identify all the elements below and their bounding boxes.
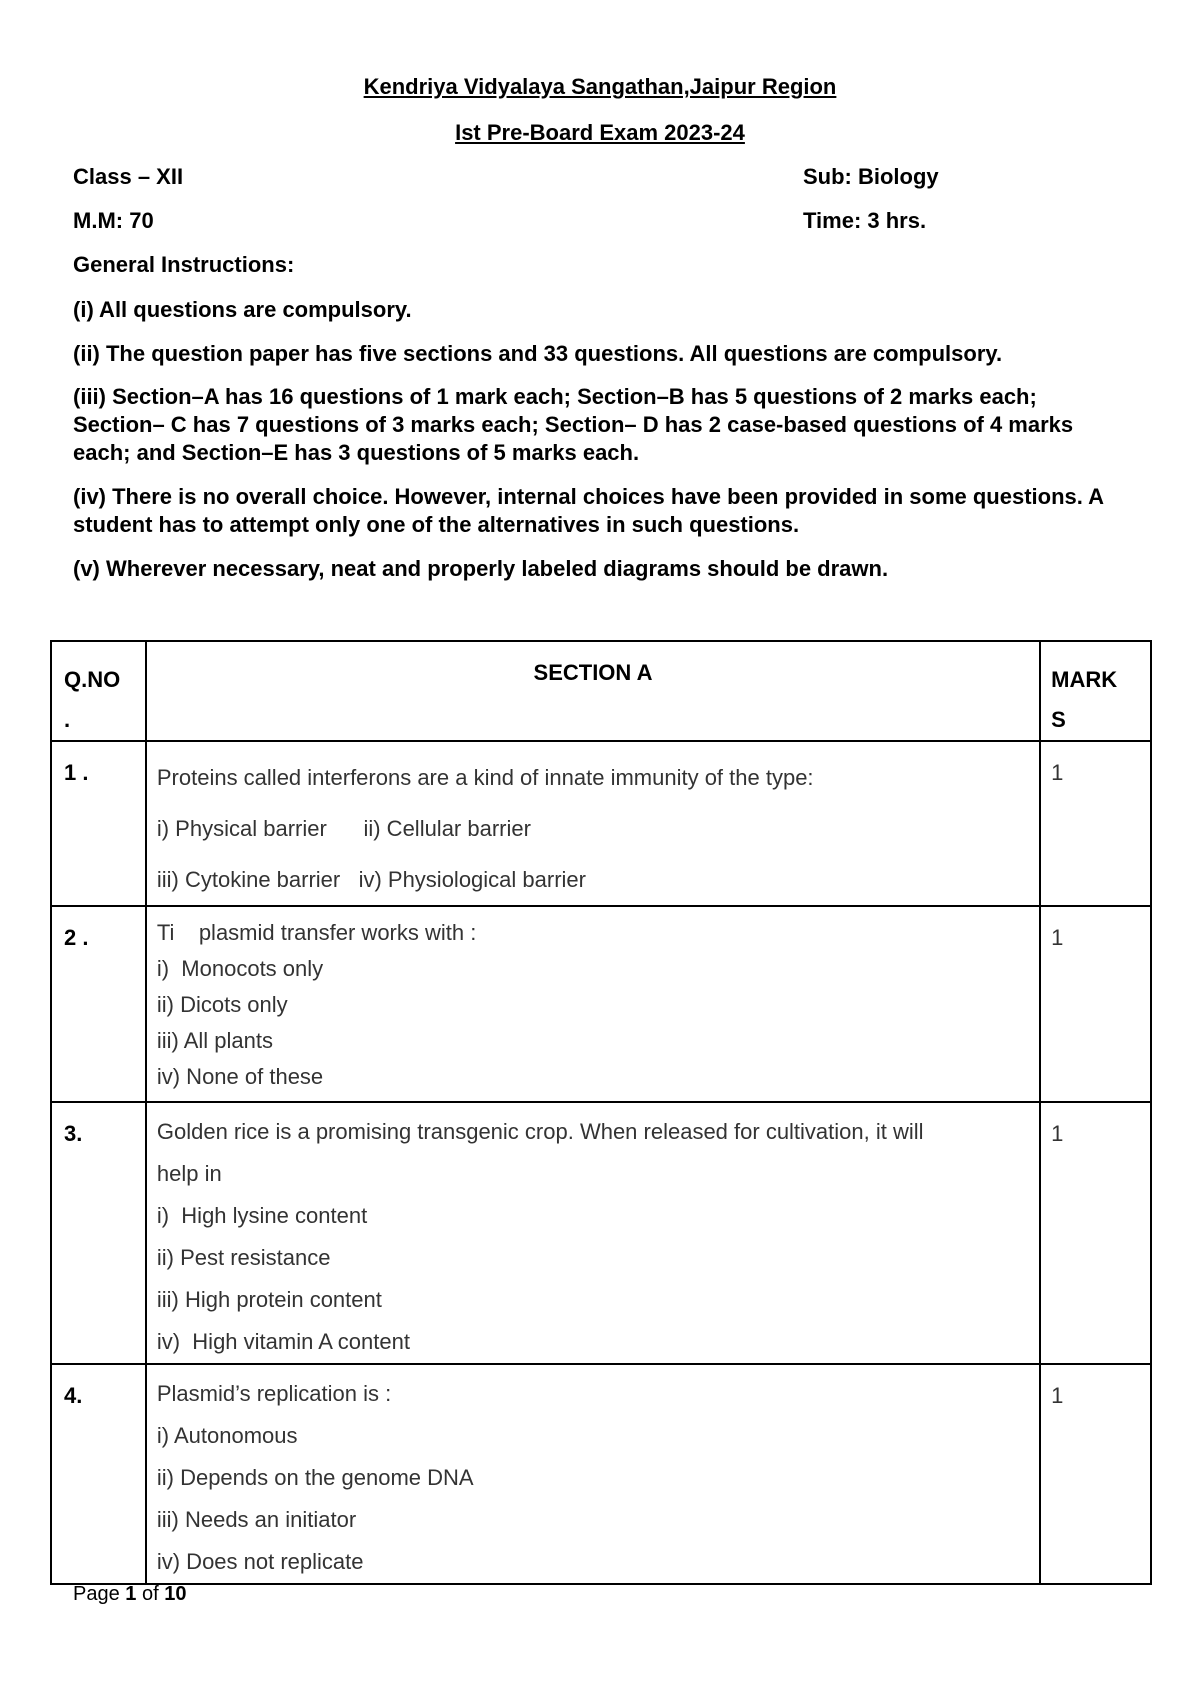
subject-label: Sub: Biology xyxy=(803,164,939,189)
question-line: iii) All plants xyxy=(156,1028,274,1053)
question-line: help in xyxy=(156,1161,222,1186)
page-total: 10 xyxy=(164,1583,187,1605)
question-line: ii) Dicots only xyxy=(156,992,288,1017)
question-text xyxy=(146,1102,1040,1364)
table-row xyxy=(51,906,1151,1102)
question-number: 2 . xyxy=(51,906,146,1102)
question-line: iv) None of these xyxy=(156,1064,324,1089)
max-marks: M.M: 70 xyxy=(73,208,154,233)
section-header: SECTION A xyxy=(146,641,1040,741)
instruction-item: (i) All questions are compulsory. xyxy=(73,297,412,322)
question-number: 3. xyxy=(51,1102,146,1364)
table-row xyxy=(51,1102,1151,1364)
class-label: Class – XII xyxy=(73,164,184,189)
question-line: iv) Does not replicate xyxy=(156,1549,364,1574)
question-text xyxy=(146,1364,1040,1584)
exam-title: Ist Pre-Board Exam 2023-24 xyxy=(455,120,745,145)
question-text xyxy=(146,906,1040,1102)
question-number: 4. xyxy=(51,1364,146,1584)
school-title: Kendriya Vidyalaya Sangathan,Jaipur Region xyxy=(363,74,837,99)
qno-header-line1: Q.NO xyxy=(64,667,121,692)
table-row xyxy=(51,741,1151,906)
instruction-item: (iv) There is no overall choice. However, internal choices have been provided in some questions. A student has to attempt only one of the alternatives in such questions. xyxy=(73,484,1104,537)
instruction-item: (v) Wherever necessary, neat and properly labeled diagrams should be drawn. xyxy=(73,556,889,581)
table-header-row xyxy=(51,641,1151,741)
question-table xyxy=(50,640,1152,1585)
question-text xyxy=(146,741,1040,906)
question-line: Golden rice is a promising transgenic crop. When released for cultivation, it will xyxy=(156,1119,924,1144)
question-line: i) Autonomous xyxy=(156,1423,298,1448)
page-footer xyxy=(73,1583,186,1606)
marks-header xyxy=(1040,641,1151,741)
question-line: Proteins called interferons are a kind of innate immunity of the type: xyxy=(156,765,814,790)
question-line: iii) Needs an initiator xyxy=(156,1507,357,1532)
marks-header-line1: MARK xyxy=(1051,667,1118,692)
page-word: Page xyxy=(73,1583,120,1605)
marks-header-line2: S xyxy=(1051,707,1066,732)
time-label: Time: 3 hrs. xyxy=(803,208,927,233)
question-marks: 1 xyxy=(1040,741,1151,906)
question-marks: 1 xyxy=(1040,906,1151,1102)
instructions-heading: General Instructions: xyxy=(73,252,295,277)
question-marks: 1 xyxy=(1040,1102,1151,1364)
qno-header-line2: . xyxy=(64,707,71,732)
question-line: i) Monocots only xyxy=(156,956,324,981)
qno-header xyxy=(51,641,146,741)
question-line: i) Physical barrier ii) Cellular barrier xyxy=(156,816,531,841)
question-line: Ti plasmid transfer works with : xyxy=(156,920,477,945)
question-line: iv) High vitamin A content xyxy=(156,1329,410,1354)
question-line: i) High lysine content xyxy=(156,1203,368,1228)
question-line: ii) Pest resistance xyxy=(156,1245,331,1270)
of-word: of xyxy=(141,1583,159,1605)
question-number: 1 . xyxy=(51,741,146,906)
page-number: 1 xyxy=(125,1583,137,1605)
instruction-item: (iii) Section–A has 16 questions of 1 mark each; Section–B has 5 questions of 2 marks each; Section– C has 7 questions of 3 marks each; Section– D has 2 case-based questions of 4 marks each; and Section–E has 3 questions of 5 marks each. xyxy=(73,384,1074,465)
question-marks: 1 xyxy=(1040,1364,1151,1584)
question-line: iii) High protein content xyxy=(156,1287,382,1312)
table-row xyxy=(51,1364,1151,1584)
instruction-item: (ii) The question paper has five sections and 33 questions. All questions are compulsory. xyxy=(73,341,1003,366)
question-line: iii) Cytokine barrier iv) Physiological barrier xyxy=(156,867,586,892)
question-line: ii) Depends on the genome DNA xyxy=(156,1465,474,1490)
question-line: Plasmid’s replication is : xyxy=(156,1381,392,1406)
